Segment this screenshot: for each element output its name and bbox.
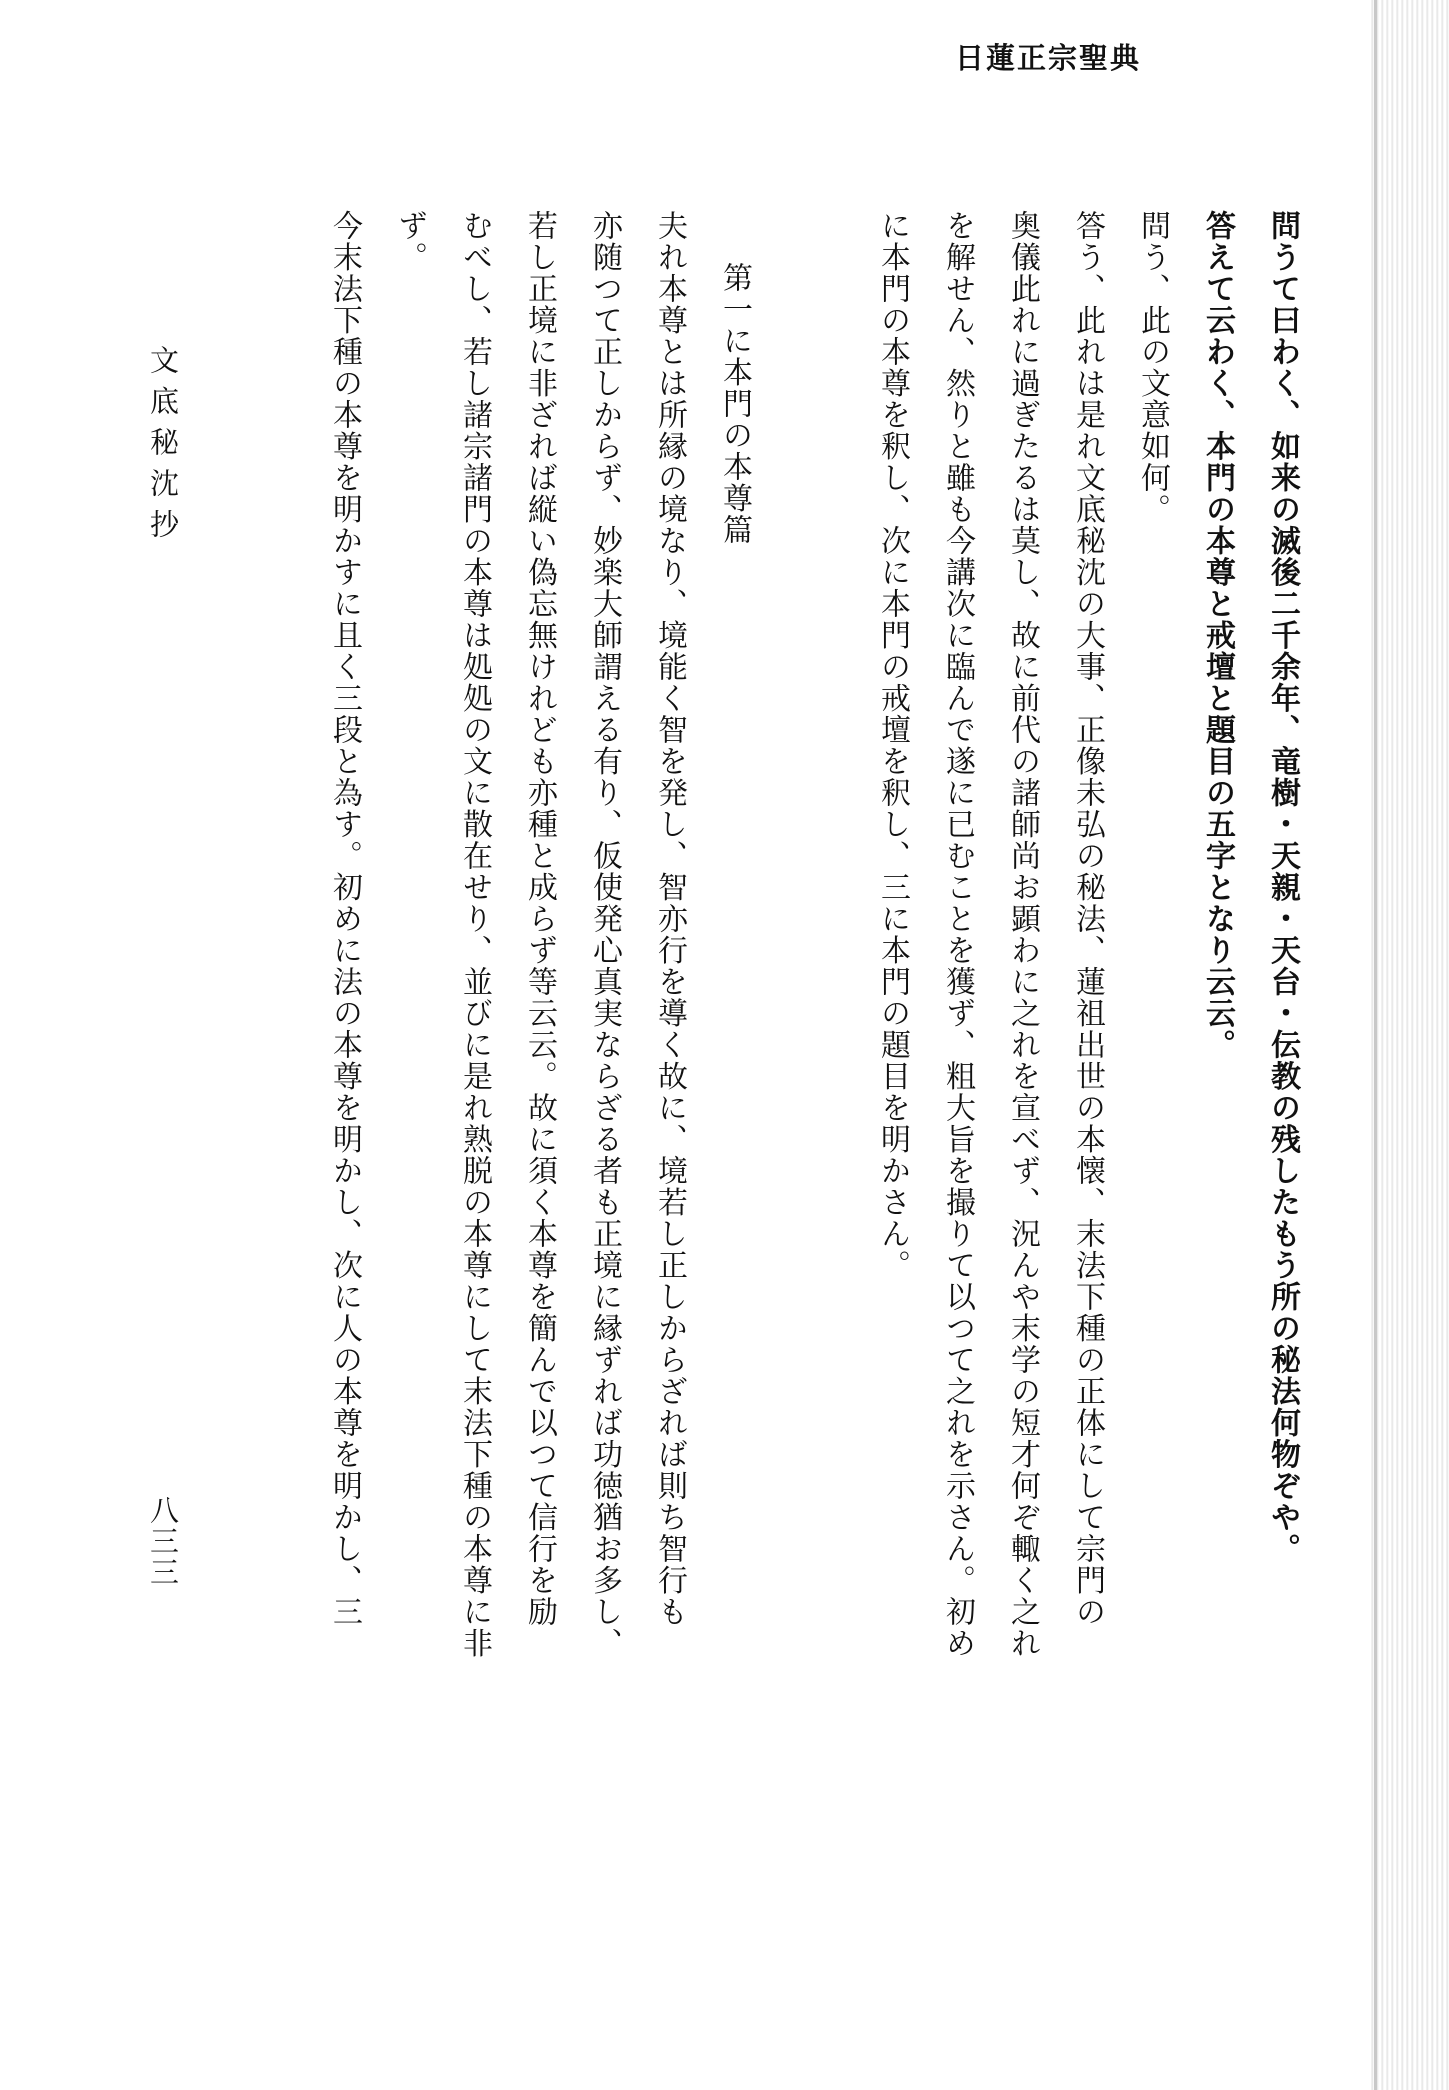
text-column-11: 若し正境に非ざれば縦い偽忘無けれども亦種と成らず等云云。故に須く本尊を簡んで以つて信行を励 <box>522 210 557 1628</box>
text-column-2: 答えて云わく、本門の本尊と戒壇と題目の五字となり云云。 <box>1200 210 1235 1061</box>
footer-book-title: 文底秘沈抄 <box>146 345 180 550</box>
text-column-4: 答う、此れは是れ文底秘沈の大事、正像未弘の秘法、蓮祖出世の本懐、末法下種の正体にして宗門の <box>1070 210 1105 1628</box>
text-column-5: 奥儀此れに過ぎたるは莫し、故に前代の諸師尚お顕わに之れを宣べず、況んや末学の短才何ぞ輙く之れ <box>1005 210 1040 1659</box>
binding-shadow <box>1369 0 1449 2090</box>
running-head: 日蓮正宗聖典 <box>955 41 1142 75</box>
text-column-6: を解せん、然りと雖も今講次に臨んで遂に已むことを獲ず、粗大旨を撮りて以つて之れを示さん。初め <box>940 210 975 1659</box>
text-column-12: むべし、若し諸宗諸門の本尊は処処の文に散在せり、並びに是れ熟脱の本尊にして末法下種の本尊に非 <box>457 210 492 1659</box>
text-column-13: ず。 <box>392 210 427 273</box>
text-column-14: 今末法下種の本尊を明かすに且く三段と為す。初めに法の本尊を明かし、次に人の本尊を明かし、三 <box>327 210 362 1628</box>
footer-page-number: 八三三 <box>146 1495 180 1588</box>
text-column-3: 問う、此の文意如何。 <box>1135 210 1170 525</box>
text-column-1: 問うて曰わく、如来の滅後二千余年、竜樹・天親・天台・伝教の残したもう所の秘法何物ぞや。 <box>1265 210 1300 1565</box>
binding-edge <box>1374 0 1377 2090</box>
text-column-7: に本門の本尊を釈し、次に本門の戒壇を釈し、三に本門の題目を明かさん。 <box>875 210 910 1281</box>
text-column-10: 亦随つて正しからず、妙楽大師謂える有り、仮使発心真実ならざる者も正境に縁ずれば功徳猶お多し、 <box>587 210 622 1659</box>
section-heading: 第一に本門の本尊篇 <box>717 262 752 546</box>
text-column-9: 夫れ本尊とは所縁の境なり、境能く智を発し、智亦行を導く故に、境若し正しからざれば則ち智行も <box>652 210 687 1628</box>
